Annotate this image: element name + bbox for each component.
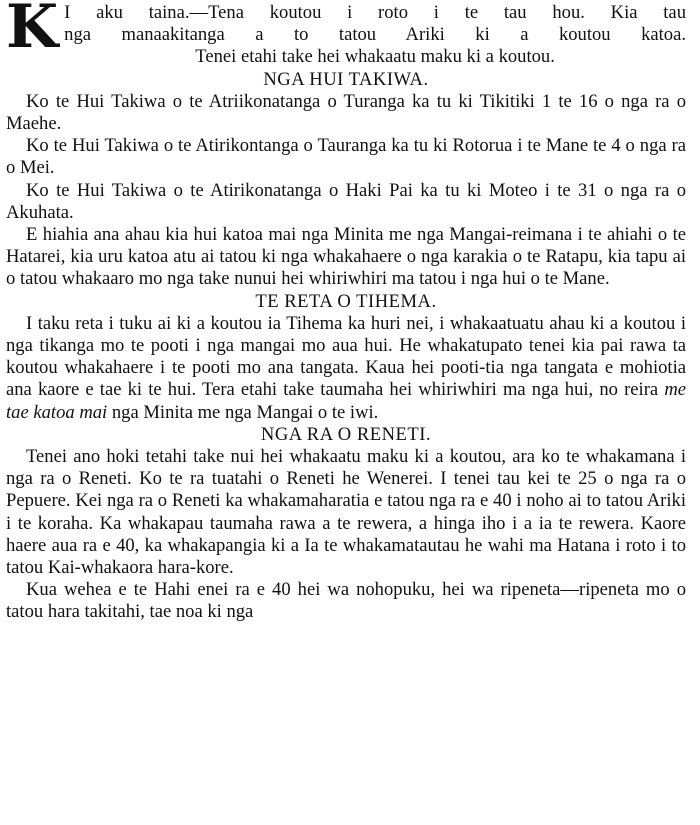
section-heading-ra-reneti: NGA RA O RENETI. [260, 423, 432, 445]
intro-line-2: nga manaakitanga a to tatou Ariki ki a koutou katoa. [64, 24, 686, 46]
paragraph-turanga: Ko te Hui Takiwa o te Atriikonatanga o Turanga ka tu ki Tikitiki 1 te 16 o nga ra o Maehe. [6, 90, 686, 135]
paragraph-reta [6, 313, 686, 424]
paragraph-tauranga: Ko te Hui Takiwa o te Atirikontanga o Tauranga ka tu ki Rotorua i te Mane te 4 o nga ra o Mei. [6, 135, 686, 179]
paragraph-reneti: Tenei ano hoki tetahi take nui hei whakaatu maku ki a koutou, ara ko te whakamana i nga ra o Reneti. Ko te ra tuatahi o Reneti he Wenerei. I tenei tau kei te 25 o nga ra o Pepuere. Kei nga ra o Reneti ka whakamaharatia e tatou nga ra e 40 i noho ai to tatou Ariki i te koraha. Ka whakapau taumaha rawa a te rewera, a hinga iho i a ia te rewera. Kaore haere aua ra e 40, ka whakapangia ki a Ia te whakamatautau he wahi ma Hatana i roto i to tatou Kai-whakaora hara-kore. [6, 446, 686, 579]
intro-line-1: I aku taina.—Tena koutou i roto i te tau hou. Kia tau [64, 2, 686, 23]
section-heading-hui-takiwa: NGA HUI TAKIWA. [263, 68, 429, 90]
reta-emphasis: me tae katoa mai [6, 379, 686, 423]
reta-text-start: I taku reta i tuku ai ki a koutou ia Tihema ka huri nei, i whakaatuatu ahau ki a koutou i nga tikanga mo te pooti i nga mangai mo aua hui. He whakatupato tenei kia pai rawa ta koutou whakahaere i te pooti mo ana tangata. Kaua hei pooti-tia nga tangata e mohiotia ana kaore e tae ki te hui. Tera etahi take taumaha hei whiriwhiri ma nga hui, no reira [6, 312, 686, 401]
paragraph-haki-pai: Ko te Hui Takiwa o te Atirikonatanga o Haki Pai ka tu ki Moteo i te 31 o nga ra o Akuhata. [6, 179, 686, 223]
paragraph-minita: E hiahia ana ahau kia hui katoa mai nga Minita me nga Mangai-reimana i te ahiahi o te Hatarei, kia uru katoa atu ai tatou ki nga whakahaere o nga karakia o te Ratapu, kia tapu ai o tatou whakaaro mo nga take nunui hei whiriwhiri ma tatou i nga hui o te Mane. [6, 224, 686, 290]
intro-line-3: Tenei etahi take hei whakaatu maku ki a koutou. [195, 46, 555, 68]
section-heading-reta-tihema: TE RETA O TIHEMA. [255, 290, 437, 312]
reta-text-end: nga Minita me nga Mangai o te iwi. [111, 401, 379, 423]
paragraph-nohopuku: Kua wehea e te Hahi enei ra e 40 hei wa nohopuku, hei wa ripeneta—ripeneta mo o tatou hara takitahi, tae noa ki nga [6, 579, 686, 623]
drop-cap: K [6, 0, 59, 62]
intro-block [6, 0, 686, 69]
